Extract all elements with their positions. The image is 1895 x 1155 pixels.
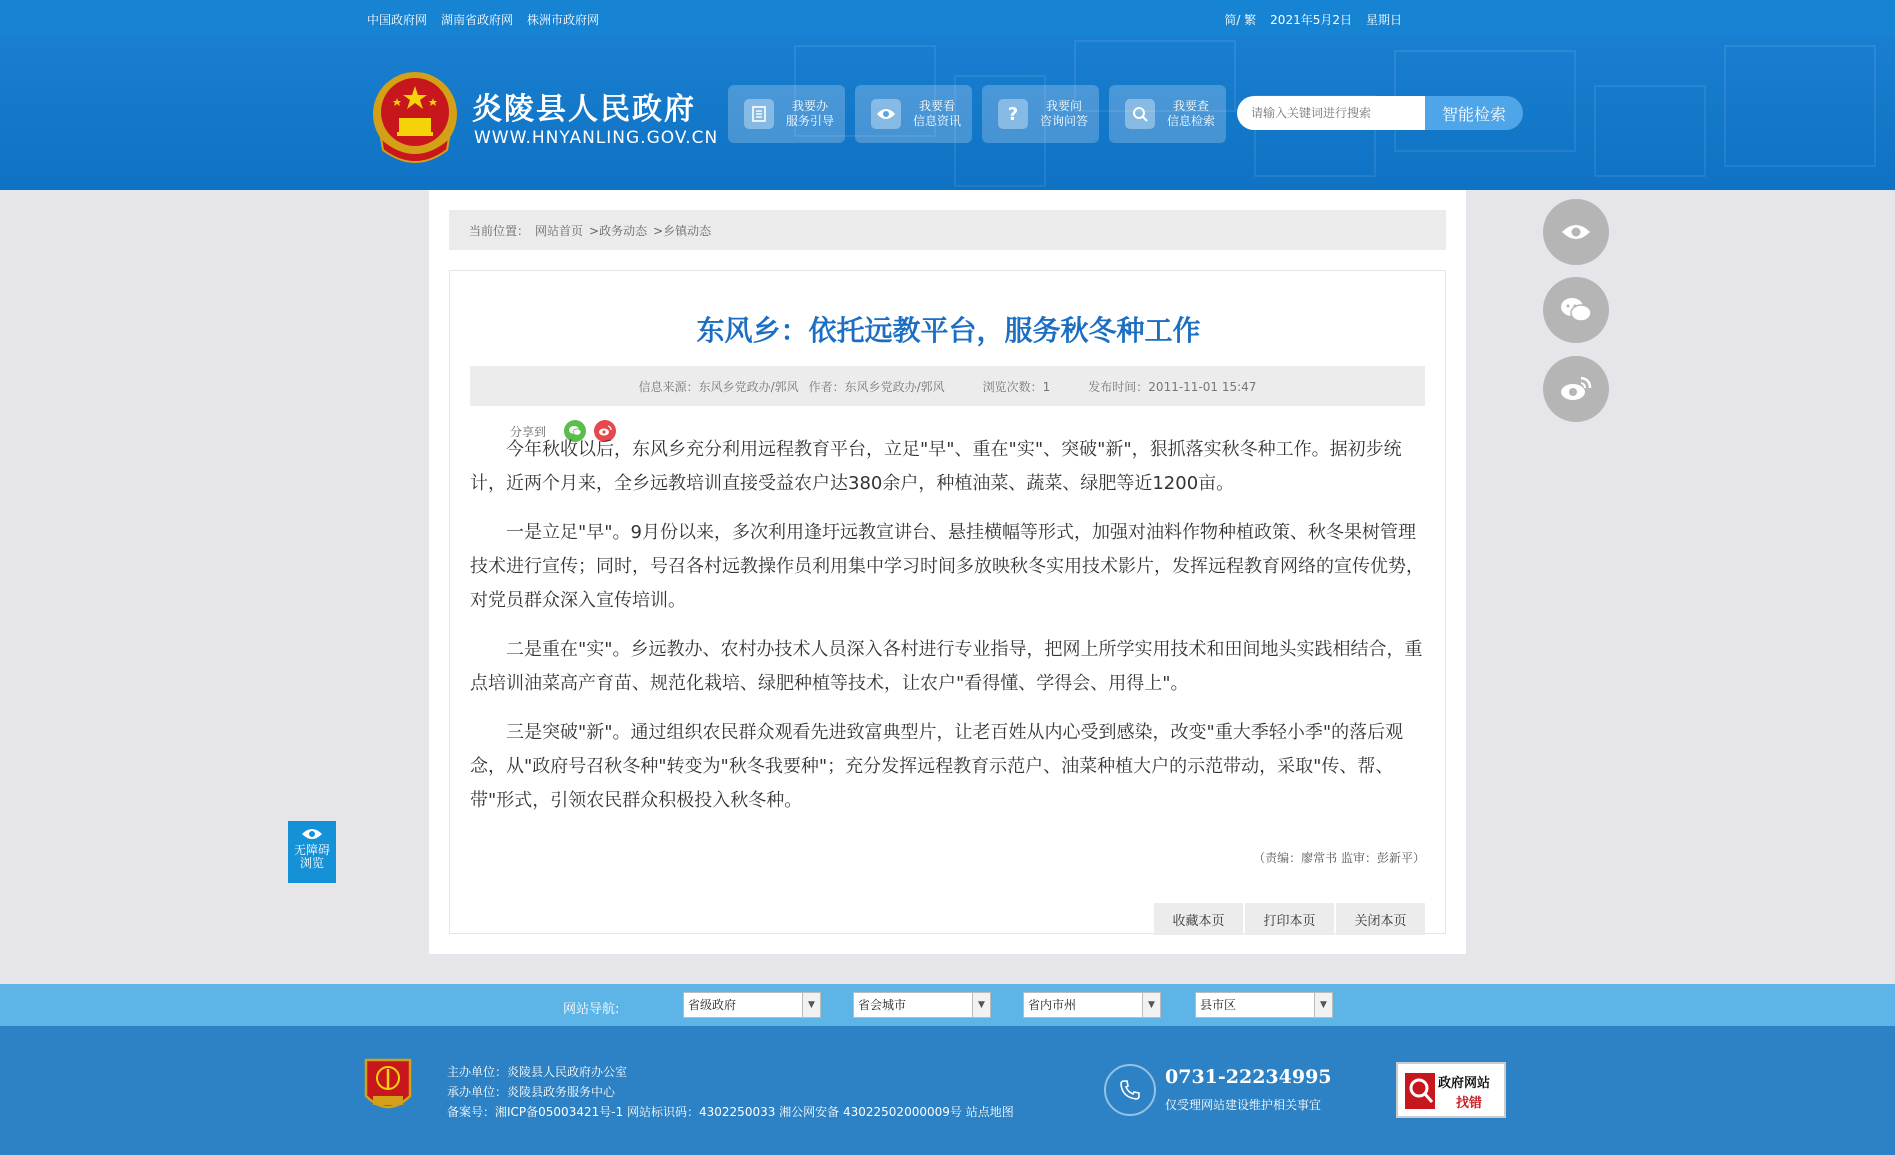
service-button-search[interactable]	[1109, 85, 1226, 143]
site-title: 炎陵县人民政府	[472, 92, 696, 127]
print-page-button[interactable]: 打印本页	[1245, 903, 1334, 935]
weekday-text: 星期日	[1365, 13, 1402, 27]
chevron-down-icon: ▼	[972, 993, 990, 1017]
eye-icon	[871, 99, 901, 129]
select-value: 省级政府	[688, 998, 737, 1012]
chevron-down-icon: ▼	[1142, 993, 1160, 1017]
site-header	[0, 36, 1895, 190]
service-button-view[interactable]	[855, 85, 972, 143]
accessibility-button[interactable]	[288, 821, 336, 883]
site-nav-bar	[0, 984, 1895, 1026]
phone-icon	[1104, 1064, 1156, 1116]
footer-organizer: 承办单位：炎陵县政务服务中心	[447, 1085, 616, 1099]
magnifier-icon	[1404, 1072, 1436, 1110]
error-report-sublabel: 找错	[1456, 1096, 1483, 1111]
article-meta	[470, 366, 1425, 406]
chevron-down-icon: ▼	[802, 993, 820, 1017]
site-domain: WWW.HNYANLING.GOV.CN	[474, 128, 719, 148]
gov-site-error-report-button[interactable]	[1396, 1062, 1506, 1118]
article	[449, 270, 1446, 934]
service-button-ask[interactable]	[982, 85, 1099, 143]
link-china-gov[interactable]: 中国政府网	[367, 13, 428, 27]
accessibility-label: 无障碍	[293, 843, 330, 857]
share-label: 分享到	[510, 424, 547, 439]
service-label: 我要办	[792, 99, 829, 113]
national-emblem-icon	[367, 68, 463, 168]
article-paragraph: 今年秋收以后，东风乡充分利用远程教育平台，立足"早"、重在"实"、突破"新"，狠抓落实秋冬种工作。据初步统计，近两个月来，全乡远教培训直接受益农户达380余户，种植油菜、蔬菜、绿肥等近1200亩。	[470, 439, 1402, 494]
breadcrumb-town-news[interactable]: >乡镇动态	[653, 223, 712, 238]
service-sublabel: 咨询问答	[1040, 114, 1089, 128]
select-value: 省内市州	[1028, 998, 1077, 1012]
gov-links	[367, 11, 599, 28]
link-hunan-gov[interactable]: 湖南省政府网	[441, 13, 514, 27]
meta-source: 信息来源：东风乡党政办/郭风	[638, 379, 799, 394]
nav-label: 网站导航:	[563, 1002, 620, 1017]
service-label: 我要查	[1173, 99, 1210, 113]
article-paragraph: 一是立足"早"。9月份以来，多次利用逢圩远教宣讲台、悬挂横幅等形式，加强对油料作物种植政策、秋冬果树管理技术进行宣传；同时，号召各村远教操作员利用集中学习时间多放映秋冬实用技术影片，发挥远程教育网络的宣传优势，对党员群众深入宣传培训。	[470, 522, 1424, 611]
eye-icon	[1561, 222, 1591, 242]
meta-author: 作者：东风乡党政办/郭风	[808, 379, 945, 394]
wechat-icon	[1560, 297, 1592, 323]
service-label: 我要问	[1046, 99, 1083, 113]
search-icon	[1125, 99, 1155, 129]
article-paragraph: 三是突破"新"。通过组织农民群众观看先进致富典型片，让老百姓从内心受到感染，改变"重大季轻小季"的落后观念，从"政府号召秋冬种"转变为"秋冬我要种"；充分发挥远程教育示范户、油菜种植大户的示范带动，采取"传、帮、带"形式，引领农民群众积极投入秋冬种。	[470, 722, 1404, 811]
close-page-button[interactable]: 关闭本页	[1336, 903, 1425, 935]
date-text: 2021年5月2日	[1270, 13, 1352, 27]
service-sublabel: 服务引导	[786, 114, 835, 128]
breadcrumb	[449, 210, 1446, 250]
error-report-label: 政府网站	[1438, 1076, 1491, 1091]
service-label: 我要看	[919, 99, 956, 113]
top-bar	[0, 0, 1895, 36]
footer-phone-note: 仅受理网站建设维护相关事宜	[1165, 1098, 1322, 1112]
service-sublabel: 信息检索	[1167, 114, 1216, 128]
weibo-icon	[1560, 376, 1592, 402]
float-weibo-button[interactable]	[1543, 356, 1609, 422]
chevron-down-icon: ▼	[1314, 993, 1332, 1017]
eye-icon	[301, 827, 323, 841]
document-icon	[744, 99, 774, 129]
search-input[interactable]	[1237, 96, 1425, 130]
select-city-prefecture[interactable]	[1023, 992, 1161, 1018]
breadcrumb-home[interactable]: 网站首页	[535, 223, 584, 238]
meta-published: 发布时间：2011-11-01 15:47	[1088, 379, 1257, 394]
breadcrumb-prefix: 当前位置：	[469, 223, 530, 238]
party-gov-badge-icon[interactable]	[362, 1056, 414, 1118]
article-actions	[1154, 903, 1425, 935]
service-button-handle[interactable]	[728, 85, 845, 143]
site-footer	[0, 1026, 1895, 1155]
float-view-button[interactable]	[1543, 199, 1609, 265]
lang-toggle[interactable]: 简/ 繁	[1224, 13, 1257, 27]
footer-record[interactable]: 备案号：湘ICP备05003421号-1 网站标识码：4302250033 湘公网安备 43022502000009号 站点地图	[447, 1105, 1014, 1119]
select-provincial-gov[interactable]	[683, 992, 821, 1018]
article-title: 东风乡：依托远教平台，服务秋冬种工作	[696, 314, 1201, 347]
meta-views: 浏览次数：1	[982, 379, 1051, 394]
search-button[interactable]: 智能检索	[1425, 96, 1523, 130]
main-panel	[429, 190, 1466, 954]
editor-credit: （责编：廖常书 监审：彭新平）	[1253, 851, 1425, 865]
link-zhuzhou-gov[interactable]: 株洲市政府网	[527, 13, 600, 27]
question-icon: ?	[998, 99, 1028, 129]
select-capital-city[interactable]	[853, 992, 991, 1018]
footer-phone: 0731-22234995	[1165, 1066, 1332, 1088]
article-body	[470, 433, 1428, 833]
footer-host: 主办单位：炎陵县人民政府办公室	[447, 1065, 628, 1079]
breadcrumb-gov-news[interactable]: >政务动态	[589, 223, 648, 238]
select-value: 县市区	[1200, 998, 1237, 1012]
service-sublabel: 信息资讯	[913, 114, 962, 128]
select-value: 省会城市	[858, 998, 907, 1012]
topbar-right	[1224, 11, 1402, 28]
float-wechat-button[interactable]	[1543, 277, 1609, 343]
footer-info	[447, 1062, 1014, 1122]
bookmark-page-button[interactable]: 收藏本页	[1154, 903, 1243, 935]
accessibility-sublabel: 浏览	[299, 856, 324, 870]
article-paragraph: 二是重在"实"。乡远教办、农村办技术人员深入各村进行专业指导，把网上所学实用技术和田间地头实践相结合，重点培训油菜高产育苗、规范化栽培、绿肥种植等技术，让农户"看得懂、学得会、用得上"。	[470, 639, 1423, 694]
select-county-district[interactable]	[1195, 992, 1333, 1018]
